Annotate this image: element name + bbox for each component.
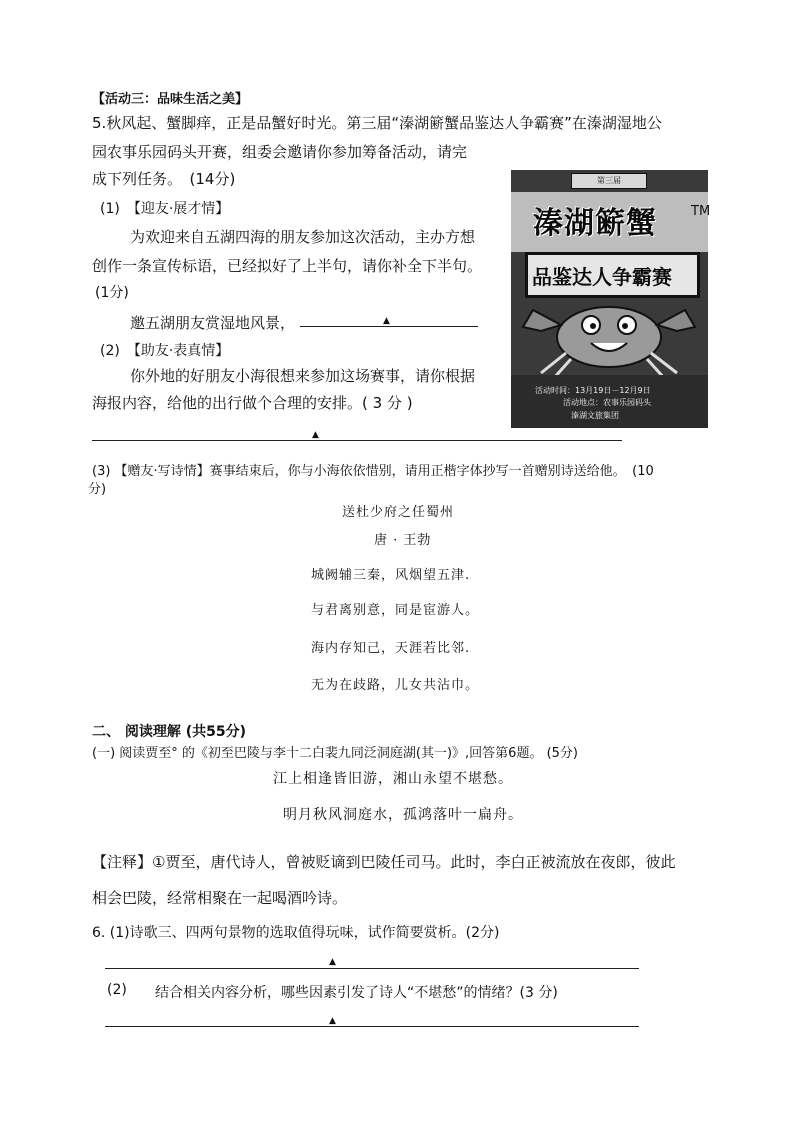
- poster-place: 活动地点：农事乐园码头: [563, 398, 651, 407]
- poster-edition-tab: 第三届: [571, 173, 647, 189]
- q6-2-number: (2): [107, 982, 127, 998]
- sub1-given: 邀五湖朋友赏湿地风景，: [130, 314, 296, 332]
- poem2-line: 明月秋风洞庭水，孤鸿落叶一扁舟。: [283, 807, 523, 823]
- crab-illustration: [511, 295, 708, 380]
- answer-marker-3: ▲: [329, 957, 336, 967]
- poster-title: 溱湖簖蟹: [533, 206, 657, 241]
- poster-organizer: 溱湖文旅集团: [571, 411, 619, 420]
- note-line2: 相会巴陵，经常相聚在一起喝酒吟诗。: [92, 889, 348, 907]
- section2-part1: (一) 阅读贾至° 的《初至巴陵与李十二白裴九同泛洞庭湖(其一)》,回答第6题。 (5分): [92, 746, 579, 761]
- q5-line1: 5.秋风起、蟹脚痒，正是品蟹好时光。第三届“溱湖簖蟹品鉴达人争霸赛”在溱湖湿地公: [92, 114, 662, 132]
- poster-band: [525, 252, 700, 298]
- answer-marker-4: ▲: [329, 1016, 336, 1026]
- answer-marker-2: ▲: [312, 430, 319, 440]
- sub3-line1: (3) 【赠友·写诗情】赛事结束后，你与小海依依惜别，请用正楷字体抄写一首赠别诗送给他。 (10: [92, 464, 654, 479]
- q6-2: 结合相关内容分析，哪些因素引发了诗人“不堪愁”的情绪？(3 分): [155, 985, 558, 1001]
- answer-marker-1: ▲: [383, 316, 390, 326]
- event-poster: [511, 170, 711, 428]
- sub1-line1: 为欢迎来自五湖四海的朋友参加这次活动，主办方想: [130, 228, 476, 246]
- poster-time: 活动时间：13月19日－12月9日: [535, 386, 651, 395]
- poem1-line: 无为在歧路，儿女共沾巾。: [311, 678, 480, 693]
- poem1-author: 唐 · 王勃: [374, 533, 432, 548]
- answer-line-1[interactable]: [300, 326, 478, 327]
- note-line1: 【注释】①贾至，唐代诗人，曾被贬谪到巴陵任司马。此时，李白正被流放在夜郎，彼此: [92, 853, 676, 871]
- poem2-line: 江上相逢皆旧游，湘山永望不堪愁。: [273, 771, 513, 787]
- sub1-label: (1) 【迎友·展才情】: [100, 201, 230, 217]
- sub1-line2: 创作一条宣传标语，已经拟好了上半句，请你补全下半句。: [92, 257, 483, 275]
- poster-info-panel: [511, 375, 708, 428]
- q6-1: 6. (1)诗歌三、四两句景物的选取值得玩味，试作简要赏析。(2分): [92, 925, 500, 941]
- answer-line-3[interactable]: [105, 968, 639, 969]
- sub3-line2: 分): [88, 482, 107, 497]
- poem1-line: 城阙辅三秦，风烟望五津.: [311, 568, 471, 583]
- activity-heading: 【活动三：品味生活之美】: [92, 92, 249, 107]
- sub2-label: (2) 【助友·表真情】: [100, 343, 230, 359]
- poem1-line: 海内存知己，天涯若比邻.: [311, 641, 471, 656]
- poster-title-block: [511, 192, 711, 252]
- q5-line2: 园农事乐园码头开赛，组委会邀请你参加筹备活动，请完: [92, 143, 468, 161]
- section2-heading: 二、 阅读理解 (共55分): [92, 724, 247, 740]
- sub1-score: (1分): [95, 285, 129, 301]
- poem1-title: 送杜少府之任蜀州: [342, 505, 455, 520]
- poster-tm-mark: TM: [691, 204, 711, 219]
- sub2-line1: 你外地的好朋友小海很想来参加这场赛事，请你根据: [130, 367, 476, 385]
- poster-band-text: 品鉴达人争霸赛: [532, 265, 672, 289]
- sub2-line2: 海报内容，给他的出行做个合理的安排。( 3 分 ): [92, 394, 413, 412]
- answer-line-4[interactable]: [105, 1026, 639, 1027]
- q5-line3: 成下列任务。 (14分): [92, 170, 236, 188]
- poem1-line: 与君离别意，同是宦游人。: [311, 603, 480, 618]
- answer-line-2[interactable]: [92, 440, 622, 441]
